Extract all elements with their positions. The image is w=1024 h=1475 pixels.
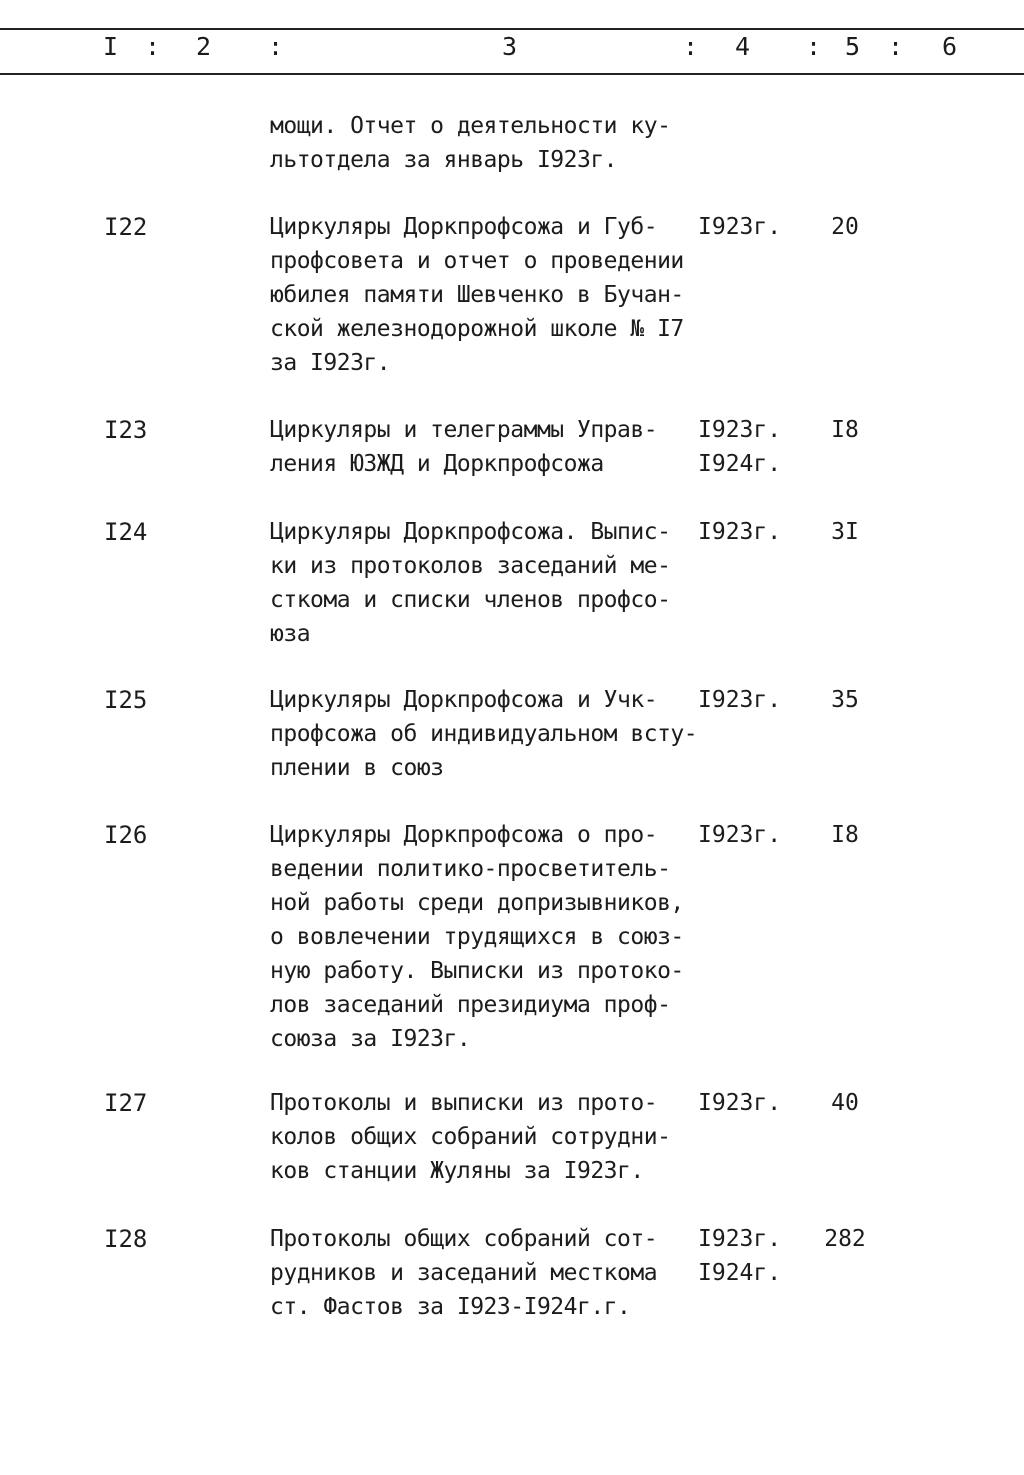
item-number: I23 — [104, 416, 148, 444]
column-header-3: 3 — [502, 32, 518, 61]
item-sheet-count: 20 — [831, 214, 859, 240]
description-line: ст. Фастов за I923-I924г.г. — [270, 1294, 631, 1320]
description-line: юза — [270, 621, 311, 647]
item-sheet-count: 40 — [831, 1090, 859, 1116]
column-header-2: 2 — [196, 32, 212, 61]
description-line: Циркуляры Доркпрофсожа. Выпис- — [270, 519, 671, 545]
item-sheet-count: 3I — [831, 519, 859, 545]
description-line: лов заседаний президиума проф- — [270, 992, 671, 1018]
description-line: льтотдела за январь I923г. — [270, 147, 618, 173]
item-description — [270, 210, 710, 380]
description-line: ки из протоколов заседаний ме- — [270, 553, 671, 579]
column-separator: : — [683, 32, 699, 61]
description-line: ления ЮЗЖД и Доркпрофсожа — [270, 451, 604, 477]
description-line: ной работы среди допризывников, — [270, 890, 684, 916]
description-line: союза за I923г. — [270, 1026, 471, 1052]
item-description — [270, 515, 710, 651]
column-header-5: 5 — [845, 32, 861, 61]
description-line: Протоколы общих собраний сот- — [270, 1226, 658, 1252]
date-line: I923г. — [698, 1226, 782, 1252]
description-line: юбилея памяти Шевченко в Бучан- — [270, 282, 684, 308]
description-line: профсожа об индивидуальном всту- — [270, 721, 698, 747]
description-line: колов общих собраний сотрудни- — [270, 1124, 671, 1150]
description-line: Циркуляры Доркпрофсожа и Учк- — [270, 687, 658, 713]
item-description — [270, 1086, 710, 1188]
description-line: плении в союз — [270, 755, 444, 781]
description-line: за I923г. — [270, 350, 391, 376]
item-dates — [698, 683, 781, 717]
date-line: I923г. — [698, 822, 782, 848]
item-dates — [698, 515, 781, 549]
date-line: I923г. — [698, 214, 782, 240]
item-description — [270, 1222, 710, 1324]
description-line: Циркуляры и телеграммы Управ- — [270, 417, 658, 443]
item-description — [270, 413, 710, 481]
column-header-1: I — [103, 32, 119, 61]
description-line: о вовлечении трудящихся в союз- — [270, 924, 684, 950]
description-line: Циркуляры Доркпрофсожа о про- — [270, 822, 658, 848]
item-sheet-count: I8 — [831, 822, 859, 848]
date-line: I923г. — [698, 687, 782, 713]
date-line: I923г. — [698, 417, 782, 443]
item-description — [270, 683, 710, 785]
header-bottom-rule — [0, 73, 1024, 75]
column-separator: : — [268, 32, 284, 61]
description-line: Циркуляры Доркпрофсожа и Губ- — [270, 214, 658, 240]
column-separator: : — [806, 32, 822, 61]
description-line: ведении политико-просветитель- — [270, 856, 671, 882]
item-description — [270, 818, 710, 1056]
description-line: ской железнодорожной школе № I7 — [270, 316, 684, 342]
column-header-6: 6 — [942, 32, 958, 61]
description-line: рудников и заседаний месткома — [270, 1260, 658, 1286]
item-number: I24 — [104, 518, 148, 546]
item-dates — [698, 1086, 781, 1120]
item-number: I26 — [104, 821, 148, 849]
date-line: I924г. — [698, 1260, 782, 1286]
date-line: I923г. — [698, 1090, 782, 1116]
item-dates — [698, 1222, 781, 1290]
item-dates — [698, 210, 781, 244]
description-line: сткома и списки членов профсо- — [270, 587, 671, 613]
description-line: профсовета и отчет о проведении — [270, 248, 684, 274]
description-line: Протоколы и выписки из прото- — [270, 1090, 658, 1116]
item-dates — [698, 818, 781, 852]
item-sheet-count: 282 — [824, 1226, 866, 1252]
column-separator: : — [145, 32, 161, 61]
header-top-rule — [0, 28, 1024, 30]
column-header-4: 4 — [735, 32, 751, 61]
date-line: I923г. — [698, 519, 782, 545]
column-separator: : — [888, 32, 904, 61]
item-sheet-count: 35 — [831, 687, 859, 713]
description-line: мощи. Отчет о деятельности ку- — [270, 113, 671, 139]
item-dates — [698, 413, 781, 481]
description-line: ков станции Жуляны за I923г. — [270, 1158, 644, 1184]
item-number: I28 — [104, 1225, 148, 1253]
item-sheet-count: I8 — [831, 417, 859, 443]
continuation-description — [270, 109, 710, 177]
item-number: I22 — [104, 213, 148, 241]
item-number: I25 — [104, 686, 148, 714]
date-line: I924г. — [698, 451, 782, 477]
item-number: I27 — [104, 1089, 148, 1117]
description-line: ную работу. Выписки из протоко- — [270, 958, 684, 984]
